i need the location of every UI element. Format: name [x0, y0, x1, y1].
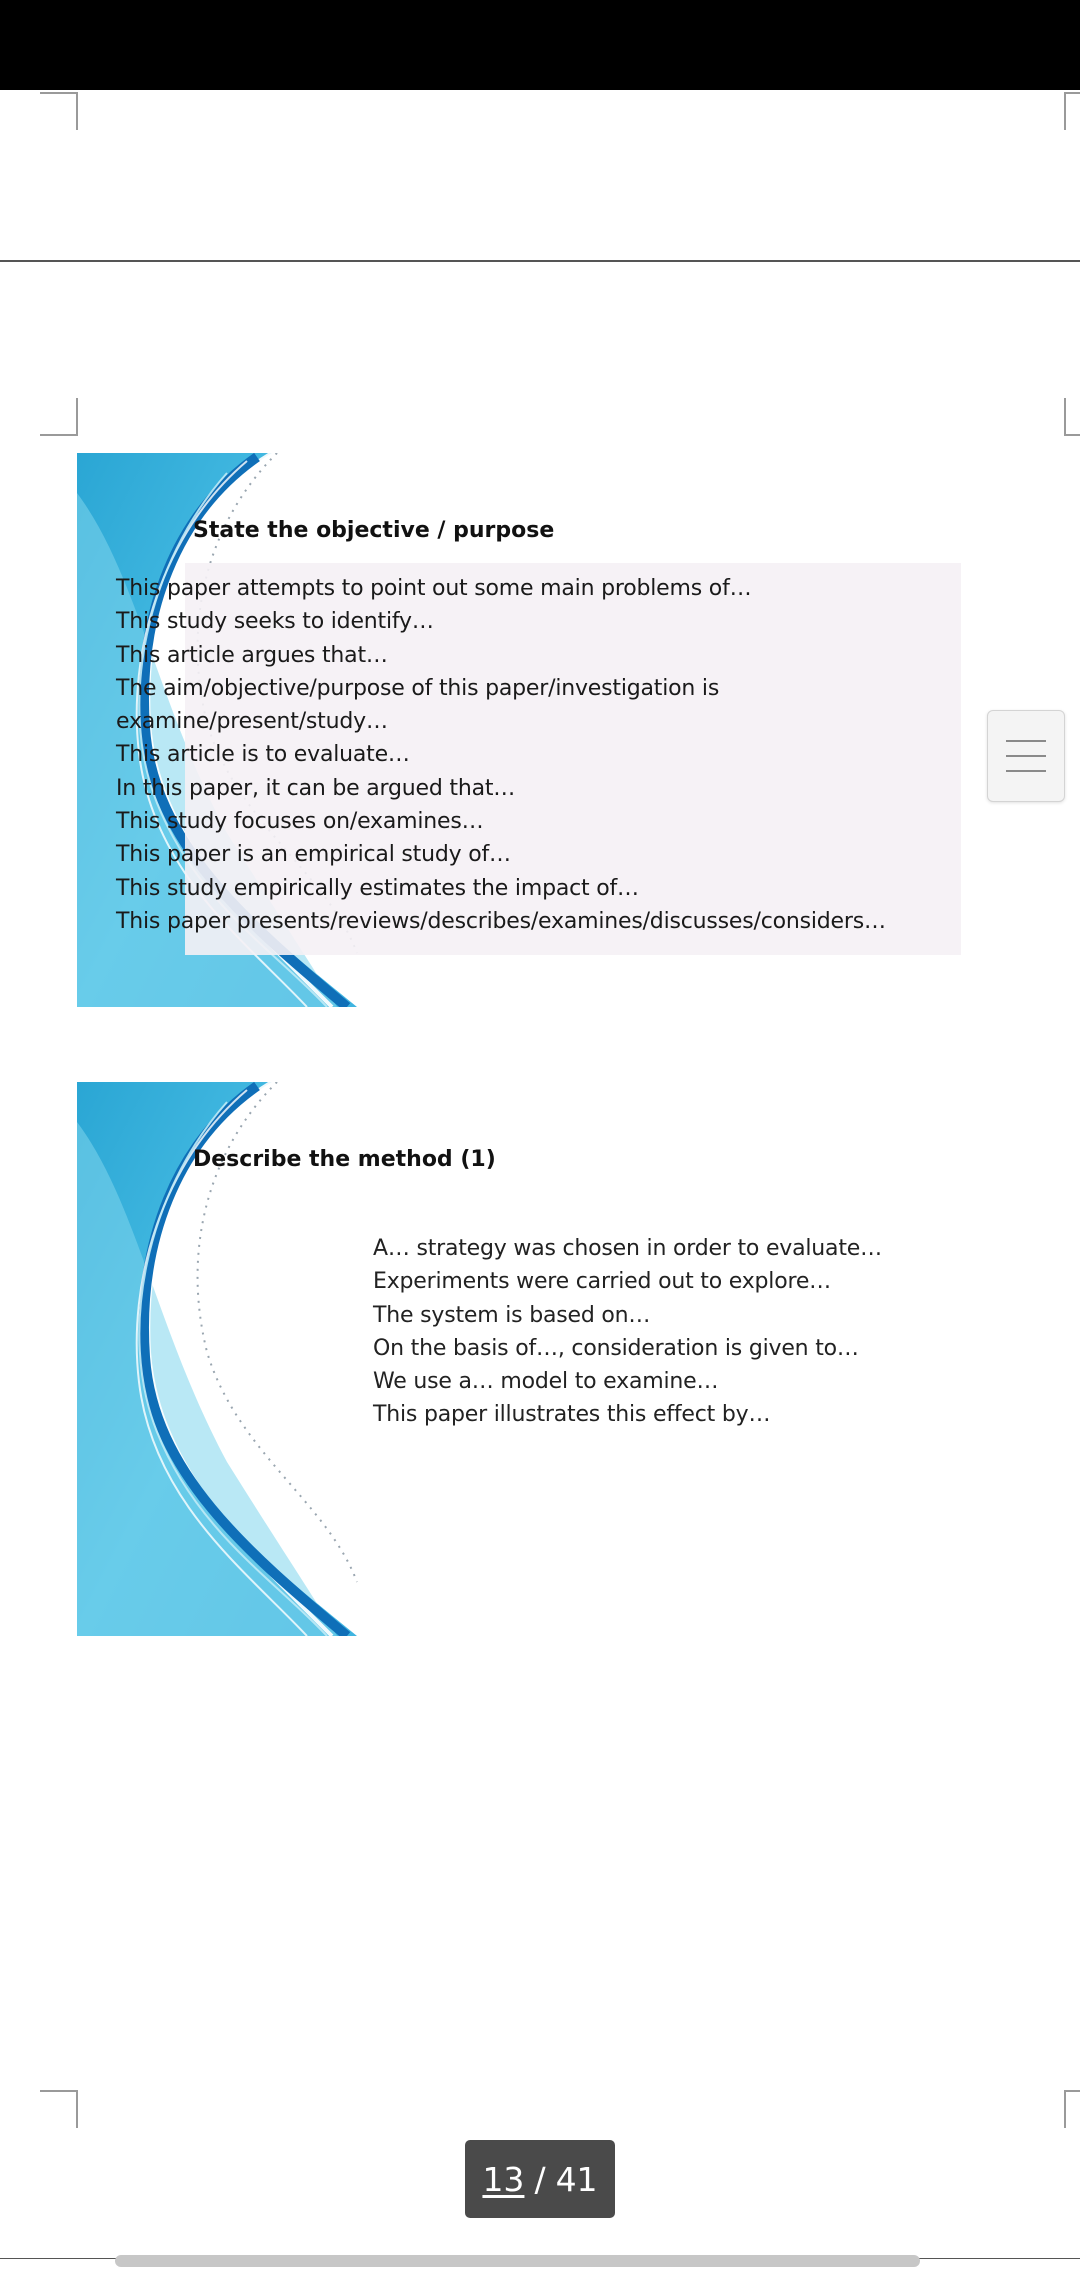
crop-mark [40, 398, 78, 436]
phrase-line: The system is based on… [373, 1302, 651, 1328]
phrase-line: The aim/objective/purpose of this paper/investigation is [116, 675, 720, 701]
total-pages: 41 [555, 2159, 598, 2199]
slide-title: Describe the method (1) [193, 1147, 496, 1172]
phrase-list [116, 572, 886, 938]
crop-mark [1064, 398, 1080, 436]
menu-icon [1006, 755, 1046, 757]
current-page: 13 [482, 2159, 525, 2199]
phrase-line: This paper presents/reviews/describes/examines/discusses/considers… [116, 908, 886, 934]
phrase-line: This paper attempts to point out some main problems of… [116, 576, 752, 601]
crop-mark [40, 2090, 78, 2128]
crop-mark [1064, 92, 1080, 130]
phrase-line: In this paper, it can be argued that… [116, 775, 516, 801]
page-separator-slash: / [534, 2159, 546, 2199]
phrase-line: Experiments were carried out to explore… [373, 1269, 831, 1295]
menu-icon [1006, 770, 1046, 772]
slide-title: State the objective / purpose [193, 518, 555, 543]
phrase-line: This paper is an empirical study of… [116, 842, 511, 868]
crop-mark [1064, 2090, 1080, 2128]
slide-method [77, 1082, 967, 1636]
phrase-line: This paper illustrates this effect by… [373, 1402, 771, 1428]
phrase-line: On the basis of…, consideration is given to… [373, 1335, 859, 1361]
phrase-line: We use a… model to examine… [373, 1369, 719, 1395]
page-separator [0, 260, 1080, 262]
menu-icon [1006, 740, 1046, 742]
status-bar [0, 0, 1080, 90]
phrase-line: This article is to evaluate… [116, 742, 410, 768]
horizontal-scrollbar[interactable] [115, 2255, 920, 2267]
phrase-line: This article argues that… [116, 642, 388, 668]
phrase-line: examine/present/study… [116, 709, 388, 735]
phrase-line: This study empirically estimates the impact of… [116, 875, 639, 901]
crop-mark [40, 92, 78, 130]
page-indicator[interactable] [465, 2140, 615, 2218]
phrase-list [373, 1232, 882, 1432]
phrase-line: This study focuses on/examines… [116, 809, 484, 835]
phrase-line: A… strategy was chosen in order to evaluate… [373, 1236, 882, 1261]
phrase-line: This study seeks to identify… [116, 609, 434, 635]
menu-button[interactable] [987, 710, 1065, 802]
